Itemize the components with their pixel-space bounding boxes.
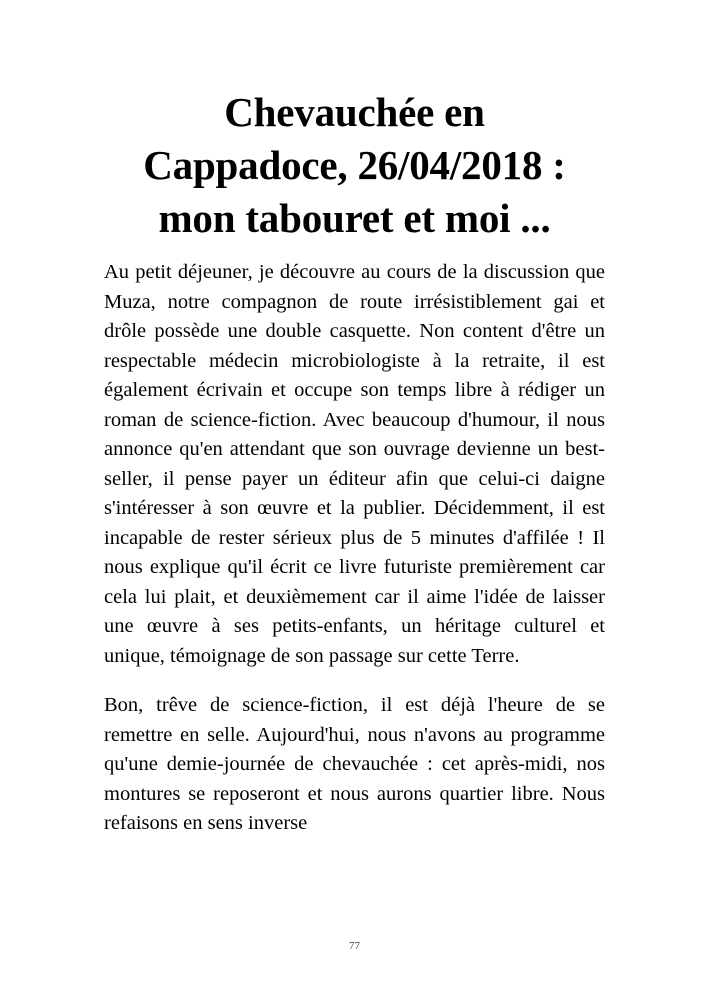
page-number: 77 bbox=[349, 940, 360, 952]
paragraph-back-in-saddle: Bon, trêve de science-fiction, il est déjà l'heure de se remettre en selle. Aujourd'hui, nous n'avons au programme qu'une demie-journée de chevauchée : cet après-midi, nos montures se reposeront et nous aurons quartier libre. Nous refaisons en sens inverse bbox=[104, 694, 605, 834]
body-text bbox=[104, 258, 605, 839]
paragraph-breakfast: Au petit déjeuner, je découvre au cours de la discussion que Muza, notre compagnon de route irrésistiblement gai et drôle possède une double casquette. Non content d'être un respectable médecin microbiologiste à la retraite, il est également écrivain et occupe son temps libre à rédiger un roman de science-fiction. Avec beaucoup d'humour, il nous annonce qu'en attendant que son ouvrage devienne un best-seller, il pense payer un éditeur afin que celui-ci daigne s'intéresser à son œuvre et la publier. Décidemment, il est incapable de rester sérieux plus de 5 minutes d'affilée ! Il nous explique qu'il écrit ce livre futuriste premièrement car cela lui plait, et deuxièmement car il aime l'idée de laisser une œuvre à ses petits-enfants, un héritage culturel et unique, témoignage de son passage sur cette Terre. bbox=[104, 261, 605, 667]
chapter-title bbox=[90, 86, 619, 245]
chapter-title-line-1: Chevauchée en bbox=[224, 89, 485, 135]
chapter-title-line-3: mon tabouret et moi ... bbox=[158, 195, 551, 241]
chapter-title-line-2: Cappadoce, 26/04/2018 : bbox=[143, 142, 566, 188]
